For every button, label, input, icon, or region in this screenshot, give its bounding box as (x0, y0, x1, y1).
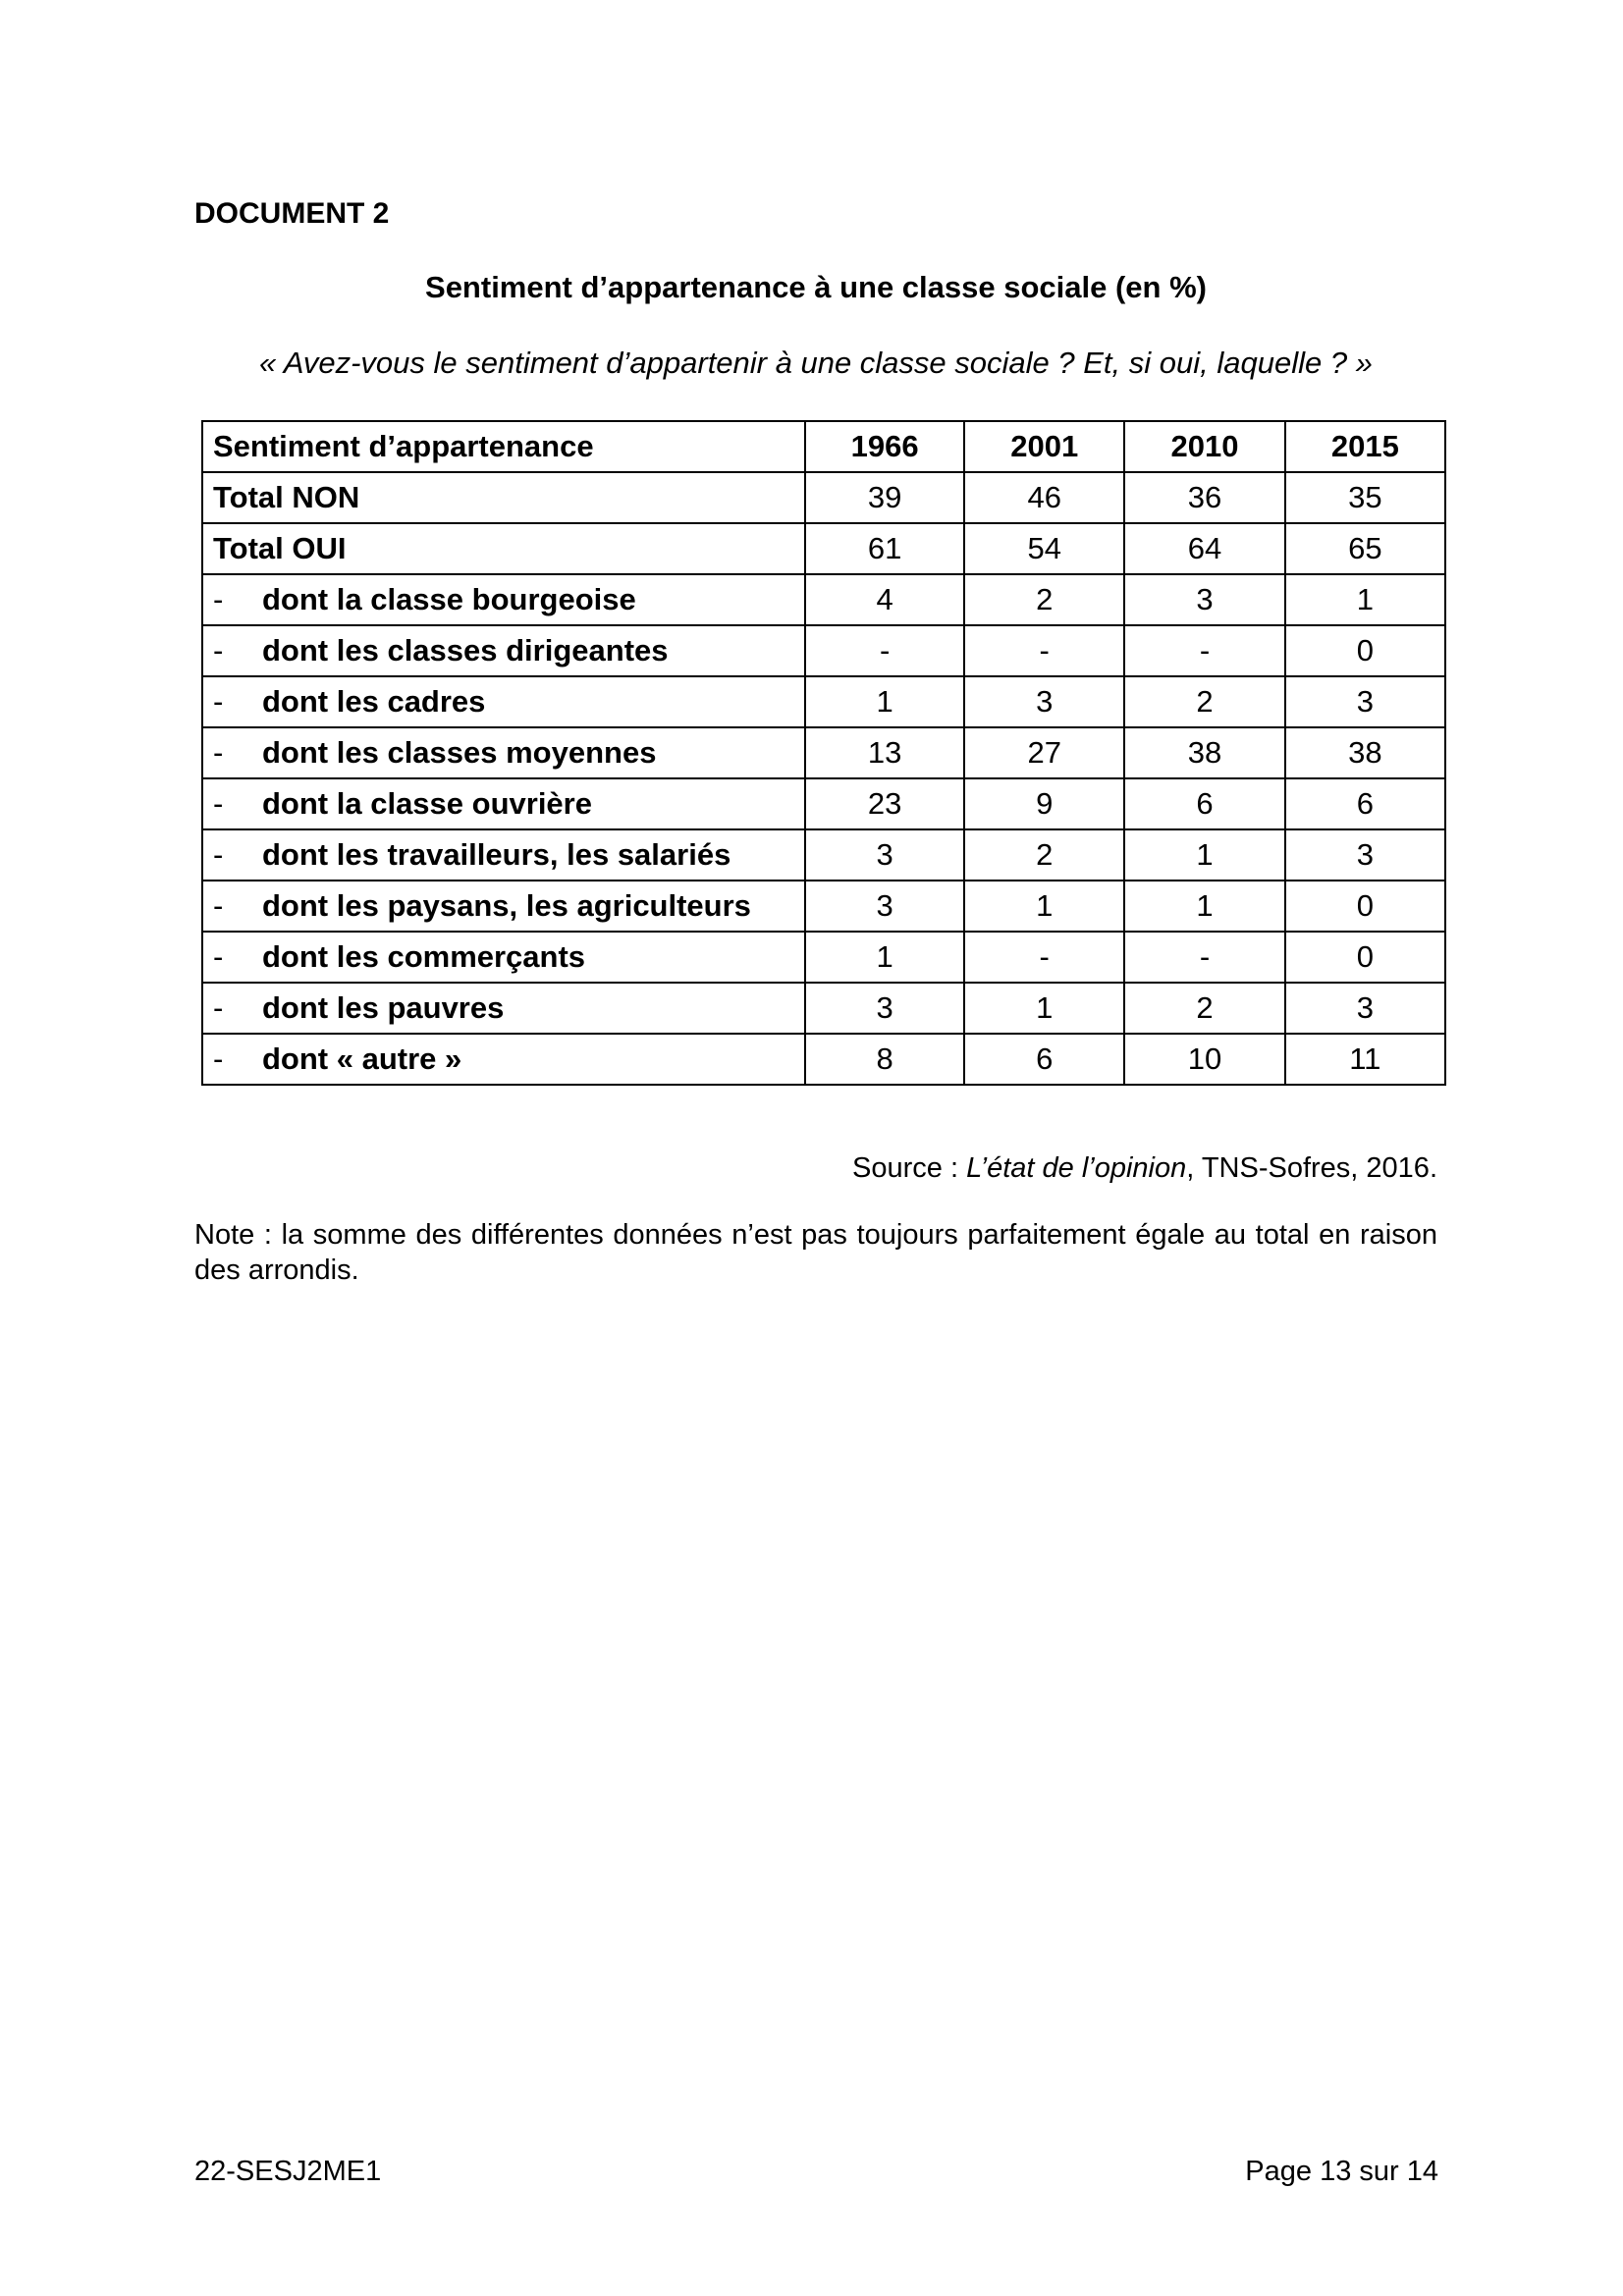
value-cell: 11 (1285, 1034, 1445, 1085)
row-label-cell (202, 625, 805, 676)
table-row (202, 574, 1445, 625)
document-title: Sentiment d’appartenance à une classe sociale (en %) (425, 270, 1207, 304)
row-bullet-dash: - (213, 735, 224, 770)
row-bullet-dash: - (213, 786, 224, 821)
value-cell: 3 (1285, 983, 1445, 1034)
table-row (202, 523, 1445, 574)
value-cell: 3 (1285, 676, 1445, 727)
row-label: dont les commerçants (262, 939, 586, 974)
row-bullet-dash: - (213, 1041, 224, 1076)
value-cell: 3 (805, 983, 964, 1034)
header-cell-2015: 2015 (1285, 421, 1445, 472)
value-cell: 1 (1285, 574, 1445, 625)
table-row (202, 932, 1445, 983)
table-row (202, 472, 1445, 523)
survey-question: « Avez-vous le sentiment d’appartenir à une classe sociale ? Et, si oui, laquelle ? » (259, 346, 1373, 380)
row-bullet-dash: - (213, 837, 224, 872)
value-cell: 0 (1285, 881, 1445, 932)
value-cell: 3 (1285, 829, 1445, 881)
value-cell: 4 (805, 574, 964, 625)
value-cell: 0 (1285, 932, 1445, 983)
value-cell: 1 (964, 983, 1124, 1034)
footer-code: 22-SESJ2ME1 (194, 2156, 382, 2187)
value-cell: 38 (1285, 727, 1445, 778)
value-cell: - (964, 625, 1124, 676)
row-label: Total OUI (213, 531, 347, 565)
row-bullet-dash: - (213, 888, 224, 923)
row-label-cell (202, 676, 805, 727)
value-cell: 36 (1124, 472, 1284, 523)
row-label: dont « autre » (262, 1041, 462, 1076)
value-cell: 6 (1124, 778, 1284, 829)
value-cell: 3 (1124, 574, 1284, 625)
source-suffix: , TNS-Sofres, 2016. (1186, 1152, 1437, 1184)
row-label: dont les classes dirigeantes (262, 633, 669, 667)
table-row (202, 727, 1445, 778)
value-cell: 2 (964, 574, 1124, 625)
row-label: dont les travailleurs, les salariés (262, 837, 731, 872)
value-cell: 38 (1124, 727, 1284, 778)
source-work-title: L’état de l’opinion (966, 1152, 1187, 1184)
table-row (202, 1034, 1445, 1085)
table-row (202, 829, 1445, 881)
row-label-cell (202, 983, 805, 1034)
value-cell: 3 (805, 829, 964, 881)
value-cell: 1 (1124, 829, 1284, 881)
value-cell: - (805, 625, 964, 676)
table-body (202, 421, 1445, 1085)
row-bullet-dash: - (213, 633, 224, 667)
row-label-cell (202, 881, 805, 932)
header-cell-2010: 2010 (1124, 421, 1284, 472)
document-heading: DOCUMENT 2 (194, 197, 390, 230)
value-cell: 10 (1124, 1034, 1284, 1085)
row-label-cell (202, 1034, 805, 1085)
table-row (202, 778, 1445, 829)
row-label-cell (202, 829, 805, 881)
value-cell: - (1124, 625, 1284, 676)
row-label: dont les pauvres (262, 990, 505, 1025)
value-cell: 0 (1285, 625, 1445, 676)
value-cell: 13 (805, 727, 964, 778)
value-cell: 6 (1285, 778, 1445, 829)
header-cell-2001: 2001 (964, 421, 1124, 472)
row-label: dont la classe bourgeoise (262, 582, 636, 616)
value-cell: 39 (805, 472, 964, 523)
value-cell: 61 (805, 523, 964, 574)
row-label-cell (202, 727, 805, 778)
value-cell: 23 (805, 778, 964, 829)
source-citation (194, 1148, 1437, 1188)
value-cell: 9 (964, 778, 1124, 829)
row-label-cell (202, 932, 805, 983)
value-cell: 65 (1285, 523, 1445, 574)
row-label: Total NON (213, 480, 360, 514)
value-cell: - (1124, 932, 1284, 983)
value-cell: 2 (1124, 676, 1284, 727)
row-bullet-dash: - (213, 684, 224, 719)
row-label: dont les classes moyennes (262, 735, 657, 770)
value-cell: 27 (964, 727, 1124, 778)
row-label: dont les paysans, les agriculteurs (262, 888, 751, 923)
value-cell: 1 (805, 676, 964, 727)
row-bullet-dash: - (213, 582, 224, 616)
row-label-cell (202, 523, 805, 574)
row-label-cell (202, 472, 805, 523)
table-header-row (202, 421, 1445, 472)
row-label-cell (202, 778, 805, 829)
source-prefix: Source : (852, 1152, 967, 1184)
value-cell: 2 (964, 829, 1124, 881)
table-row (202, 676, 1445, 727)
value-cell: 1 (1124, 881, 1284, 932)
footer-page-number: Page 13 sur 14 (1245, 2156, 1438, 2187)
note-text: Note : la somme des différentes données n’est pas toujours parfaitement égale au total en raison des arrondis. (194, 1219, 1437, 1286)
value-cell: 35 (1285, 472, 1445, 523)
value-cell: 3 (964, 676, 1124, 727)
value-cell: 1 (964, 881, 1124, 932)
row-label-cell (202, 574, 805, 625)
value-cell: 46 (964, 472, 1124, 523)
row-label: dont la classe ouvrière (262, 786, 592, 821)
header-cell-1966: 1966 (805, 421, 964, 472)
value-cell: 6 (964, 1034, 1124, 1085)
value-cell: 8 (805, 1034, 964, 1085)
header-cell-label: Sentiment d’appartenance (202, 421, 805, 472)
row-label: dont les cadres (262, 684, 486, 719)
value-cell: 64 (1124, 523, 1284, 574)
table-row (202, 625, 1445, 676)
data-table (201, 420, 1446, 1086)
value-cell: 2 (1124, 983, 1284, 1034)
row-bullet-dash: - (213, 939, 224, 974)
table-row (202, 881, 1445, 932)
table-row (202, 983, 1445, 1034)
row-bullet-dash: - (213, 990, 224, 1025)
value-cell: - (964, 932, 1124, 983)
value-cell: 3 (805, 881, 964, 932)
value-cell: 1 (805, 932, 964, 983)
value-cell: 54 (964, 523, 1124, 574)
